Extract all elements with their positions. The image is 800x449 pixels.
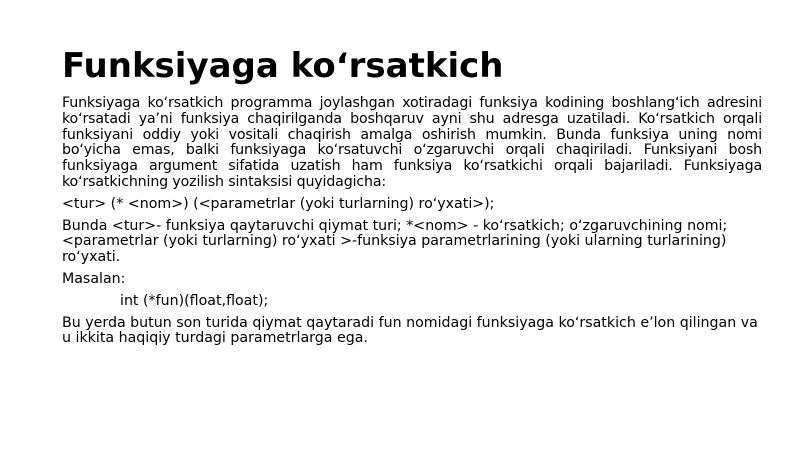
slide-title: Funksiyaga koʻrsatkich xyxy=(62,46,504,86)
slide-body xyxy=(62,96,762,347)
example-label: Masalan: xyxy=(62,270,126,287)
conclusion-paragraph: Bu yerda butun son turida qiymat qaytaradi fun nomidagi funksiyaga koʻrsatkich e’lon qilingan va u ikkita haqiqiy turdagi parametrlarga ega. xyxy=(62,314,758,347)
example-code: int (*fun)(float,float); xyxy=(120,292,269,309)
intro-paragraph: Funksiyaga koʻrsatkich programma joylashgan xotiradagi funksiya kodining boshlangʻich adresini koʻrsatadi ya’ni funksiya chaqirilganda boshqaruv ayni shu adresga uzatiladi. Koʻrsatkich orqali funksiyani oddiy yoki vositali chaqirish amalga oshirish mumkin. Bunda funksiya uning nomi boʻyicha emas, balki funksiyaga koʻrsatuvchi oʻzgaruvchi orqali chaqiriladi. Funksiyani bosh funksiyaga argument sifatida uzatish ham funksiya koʻrsatkichi orqali bajariladi. Funksiyaga koʻrsatkichning yozilish sintaksisi quyidagicha: xyxy=(62,95,762,190)
syntax-line: <tur> (* <nom>) (<parametrlar (yoki turlarning) roʻyxati>); xyxy=(62,195,495,212)
explanation-paragraph: Bunda <tur>- funksiya qaytaruvchi qiymat turi; *<nom> - koʻrsatkich; oʻzgaruvchining nomi; <parametrlar (yoki turlarning) roʻyxati >-funksiya parametrlarining (yoki ularning turlarining) roʻyxati. xyxy=(62,217,728,266)
